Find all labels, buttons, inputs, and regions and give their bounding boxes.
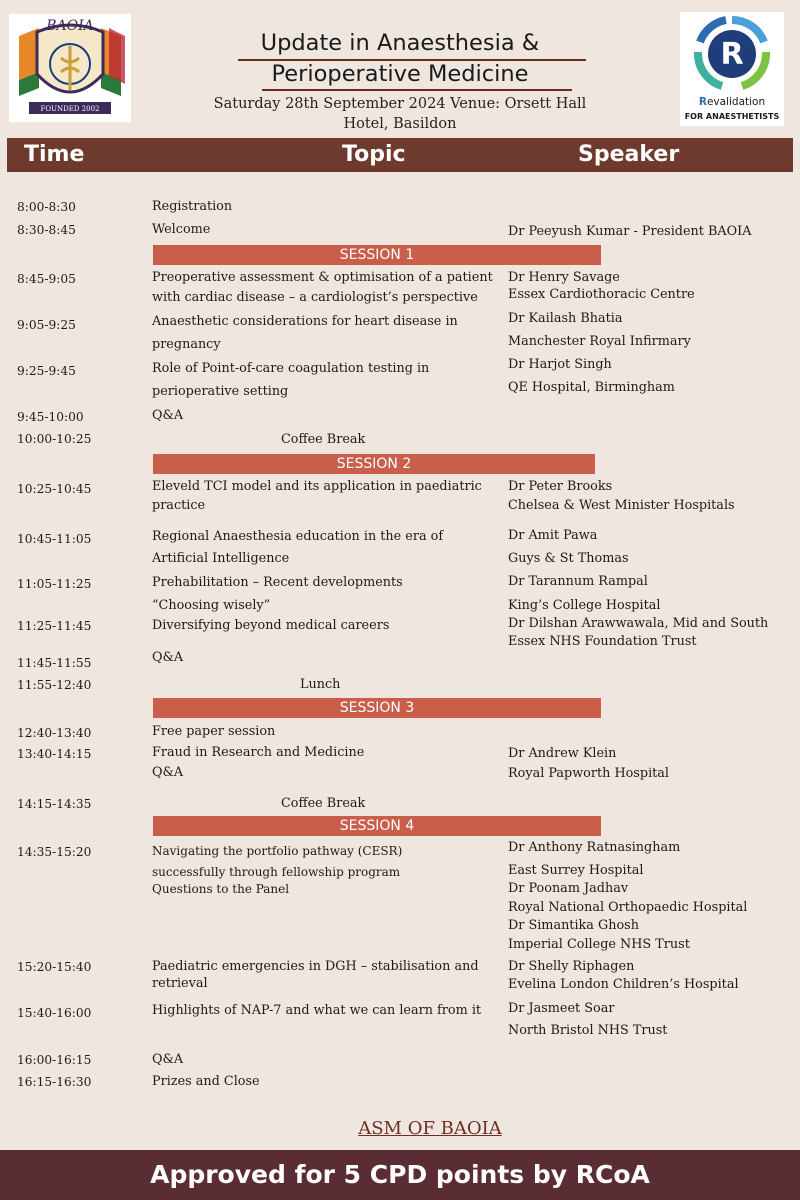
baoia-logo	[9, 14, 131, 122]
logo-founded-text: FOUNDED 2002	[40, 105, 100, 113]
subtitle-line-1: Saturday 28th September 2024 Venue: Orsett Hall	[213, 96, 587, 112]
session-4-bar: SESSION 4	[153, 816, 601, 836]
row-time: 9:05-9:25	[17, 318, 76, 332]
row-speaker: Evelina London Children’s Hospital	[508, 977, 739, 992]
row-time: 15:20-15:40	[17, 960, 92, 974]
row-speaker: Dr Poonam Jadhav	[508, 881, 629, 896]
row-time: 11:55-12:40	[17, 678, 92, 692]
session-1-bar: SESSION 1	[153, 245, 601, 265]
row-time: 13:40-14:15	[17, 747, 92, 761]
row-topic: Diversifying beyond medical careers	[152, 618, 390, 633]
row-time: 10:45-11:05	[17, 532, 92, 546]
row-topic: Coffee Break	[281, 796, 366, 811]
column-header-topic: Topic	[342, 142, 406, 167]
row-topic: Questions to the Panel	[152, 882, 290, 896]
row-topic: Lunch	[300, 677, 341, 692]
row-time: 10:00-10:25	[17, 432, 92, 446]
revalidation-cycle-icon	[680, 12, 784, 126]
row-speaker: Dr Henry Savage	[508, 270, 620, 285]
row-speaker: East Surrey Hospital	[508, 863, 644, 878]
row-speaker: North Bristol NHS Trust	[508, 1023, 668, 1038]
row-topic: Q&A	[152, 650, 184, 665]
session-3-bar: SESSION 3	[153, 698, 601, 718]
row-topic: Coffee Break	[281, 432, 366, 447]
row-topic: Role of Point-of-care coagulation testing in	[152, 361, 430, 376]
subtitle-line-2: Hotel, Basildon	[343, 116, 457, 132]
row-speaker: Dr Kailash Bhatia	[508, 311, 623, 326]
row-topic: pregnancy	[152, 337, 221, 352]
row-speaker: Dr Jasmeet Soar	[508, 1001, 615, 1016]
row-topic: practice	[152, 498, 206, 513]
row-time: 14:35-15:20	[17, 845, 92, 859]
row-topic: Highlights of NAP-7 and what we can learn from it	[152, 1003, 482, 1018]
row-speaker: Dr Simantika Ghosh	[508, 918, 639, 933]
row-time: 11:05-11:25	[17, 577, 92, 591]
row-speaker: Royal Papworth Hospital	[508, 766, 670, 781]
row-topic: Fraud in Research and Medicine	[152, 745, 365, 760]
row-topic: Prizes and Close	[152, 1074, 260, 1089]
asm-baoia-link[interactable]: ASM OF BAOIA	[358, 1118, 502, 1139]
logo-baoia-text: BAOIA	[46, 18, 94, 34]
column-header-speaker: Speaker	[578, 142, 680, 167]
row-topic: Q&A	[152, 1052, 184, 1067]
baoia-crest-icon	[9, 14, 131, 122]
session-2-bar: SESSION 2	[153, 454, 595, 474]
row-topic: Paediatric emergencies in DGH – stabilisation and	[152, 959, 479, 974]
row-topic: successfully through fellowship program	[152, 865, 401, 879]
row-topic: Anaesthetic considerations for heart disease in	[152, 314, 458, 329]
row-time: 15:40-16:00	[17, 1006, 92, 1020]
row-speaker: Essex Cardiothoracic Centre	[508, 287, 695, 302]
row-speaker: Royal National Orthopaedic Hospital	[508, 900, 748, 915]
row-time: 14:15-14:35	[17, 797, 92, 811]
row-speaker: Dr Shelly Riphagen	[508, 959, 635, 974]
row-speaker: Manchester Royal Infirmary	[508, 334, 691, 349]
revalidation-logo	[680, 12, 784, 126]
row-speaker: Guys & St Thomas	[508, 551, 629, 566]
title-rule-2	[262, 89, 572, 91]
row-topic: perioperative setting	[152, 384, 289, 399]
row-time: 8:45-9:05	[17, 272, 76, 286]
title-line-2: Perioperative Medicine	[271, 61, 529, 87]
row-time: 9:45-10:00	[17, 410, 84, 424]
title-line-1: Update in Anaesthesia &	[260, 30, 540, 56]
row-speaker: Dr Tarannum Rampal	[508, 574, 648, 589]
row-time: 9:25-9:45	[17, 364, 76, 378]
row-topic: retrieval	[152, 976, 208, 991]
row-speaker: Dr Peter Brooks	[508, 479, 613, 494]
row-topic: Preoperative assessment & optimisation of a patient	[152, 270, 493, 285]
row-topic: Free paper session	[152, 724, 276, 739]
row-topic: Welcome	[152, 222, 211, 237]
row-time: 16:00-16:15	[17, 1053, 92, 1067]
row-topic: Registration	[152, 199, 233, 214]
logo-brand-initial: R	[698, 96, 707, 108]
row-speaker: Dr Anthony Ratnasingham	[508, 840, 681, 855]
row-speaker: King’s College Hospital	[508, 598, 661, 613]
row-time: 10:25-10:45	[17, 482, 92, 496]
row-topic: Navigating the portfolio pathway (CESR)	[152, 844, 403, 858]
row-topic: Regional Anaesthesia education in the era of	[152, 529, 444, 544]
column-header-time: Time	[24, 142, 85, 167]
row-topic: Artificial Intelligence	[152, 551, 290, 566]
row-speaker: Dr Dilshan Arawwawala, Mid and South	[508, 616, 769, 631]
svg-text:Revalidation	[699, 96, 765, 108]
row-topic: Q&A	[152, 408, 184, 423]
row-time: 8:30-8:45	[17, 223, 76, 237]
row-topic: “Choosing wisely”	[152, 598, 271, 613]
row-speaker: Chelsea & West Minister Hospitals	[508, 498, 735, 513]
logo-brand-rest: evalidation	[706, 96, 766, 108]
row-time: 16:15-16:30	[17, 1075, 92, 1089]
row-topic: Eleveld TCI model and its application in paediatric	[152, 479, 482, 494]
logo-tagline: FOR ANAESTHETISTS	[684, 112, 780, 121]
row-speaker: Dr Andrew Klein	[508, 746, 617, 761]
row-topic: Prehabilitation – Recent developments	[152, 575, 403, 590]
row-topic: Q&A	[152, 765, 184, 780]
row-speaker: Dr Harjot Singh	[508, 357, 612, 372]
row-speaker: QE Hospital, Birmingham	[508, 380, 675, 395]
row-time: 8:00-8:30	[17, 200, 76, 214]
row-time: 11:25-11:45	[17, 619, 92, 633]
row-speaker: Dr Amit Pawa	[508, 528, 598, 543]
row-speaker: Imperial College NHS Trust	[508, 937, 690, 952]
row-speaker: Essex NHS Foundation Trust	[508, 634, 697, 649]
row-topic: with cardiac disease – a cardiologist’s perspective	[152, 290, 478, 305]
row-speaker: Dr Peeyush Kumar - President BAOIA	[508, 224, 752, 239]
row-time: 12:40-13:40	[17, 726, 92, 740]
cpd-approval-banner: Approved for 5 CPD points by RCoA	[0, 1150, 800, 1200]
row-time: 11:45-11:55	[17, 656, 92, 670]
logo-r-letter: R	[720, 37, 744, 72]
